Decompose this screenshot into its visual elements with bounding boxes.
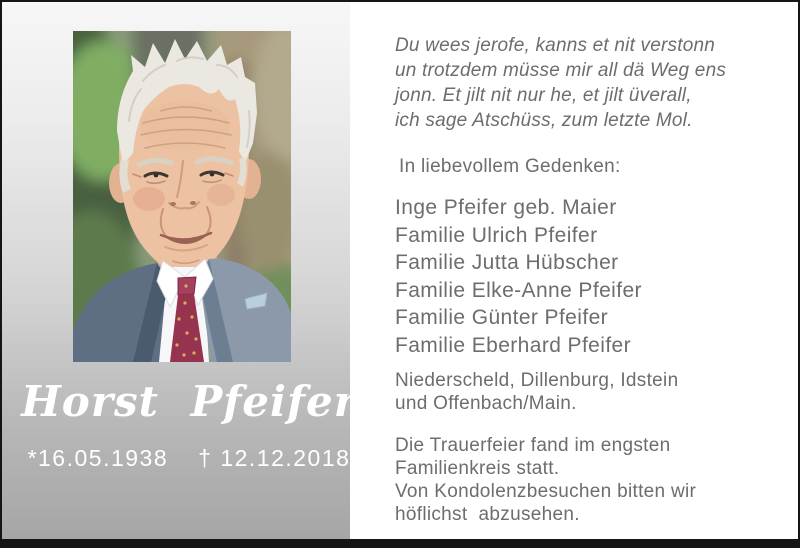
mourner-name: Familie Ulrich Pfeifer: [395, 223, 598, 247]
verse-line: jonn. Et jilt nit nur he, et jilt üverall,: [395, 85, 692, 106]
memorial-panel: [2, 2, 357, 539]
mourner-name: Familie Günter Pfeifer: [395, 306, 609, 329]
portrait-photo: [73, 31, 291, 362]
verse-line: ich sage Atschüss, zum letzte Mol.: [395, 110, 693, 131]
deceased-name: Horst Pfeifer: [21, 377, 357, 426]
notice-line: Familienkreis statt.: [395, 458, 560, 479]
mourner-name: Inge Pfeifer geb. Maier: [395, 196, 617, 219]
dedication-heading: In liebevollem Gedenken:: [399, 156, 621, 177]
locations-text: [395, 369, 678, 415]
notice-line: Von Kondolenzbesuchen bitten wir: [395, 481, 697, 502]
mourner-name: Familie Jutta Hübscher: [395, 251, 619, 274]
notice-line: höflichst abzusehen.: [395, 504, 580, 525]
life-dates: [2, 445, 376, 472]
mourner-name: Familie Elke-Anne Pfeifer: [395, 278, 642, 302]
location-line: und Offenbach/Main.: [395, 393, 577, 414]
death-date: † 12.12.2018: [198, 445, 351, 471]
memorial-verse: [395, 33, 726, 133]
verse-line: un trotzdem müsse mir all dä Weg ens: [395, 60, 727, 81]
funeral-notice: [395, 434, 696, 526]
mourners-list: [395, 194, 642, 359]
portrait-photo-illustration: [73, 31, 291, 362]
verse-line: Du wees jerofe, kanns et nit verstonn: [395, 35, 716, 56]
notice-line: Die Trauerfeier fand im engsten: [395, 435, 671, 456]
birth-date: *16.05.1938: [27, 445, 169, 471]
location-line: Niederscheld, Dillenburg, Idstein: [395, 370, 679, 391]
mourner-name: Familie Eberhard Pfeifer: [395, 333, 632, 357]
